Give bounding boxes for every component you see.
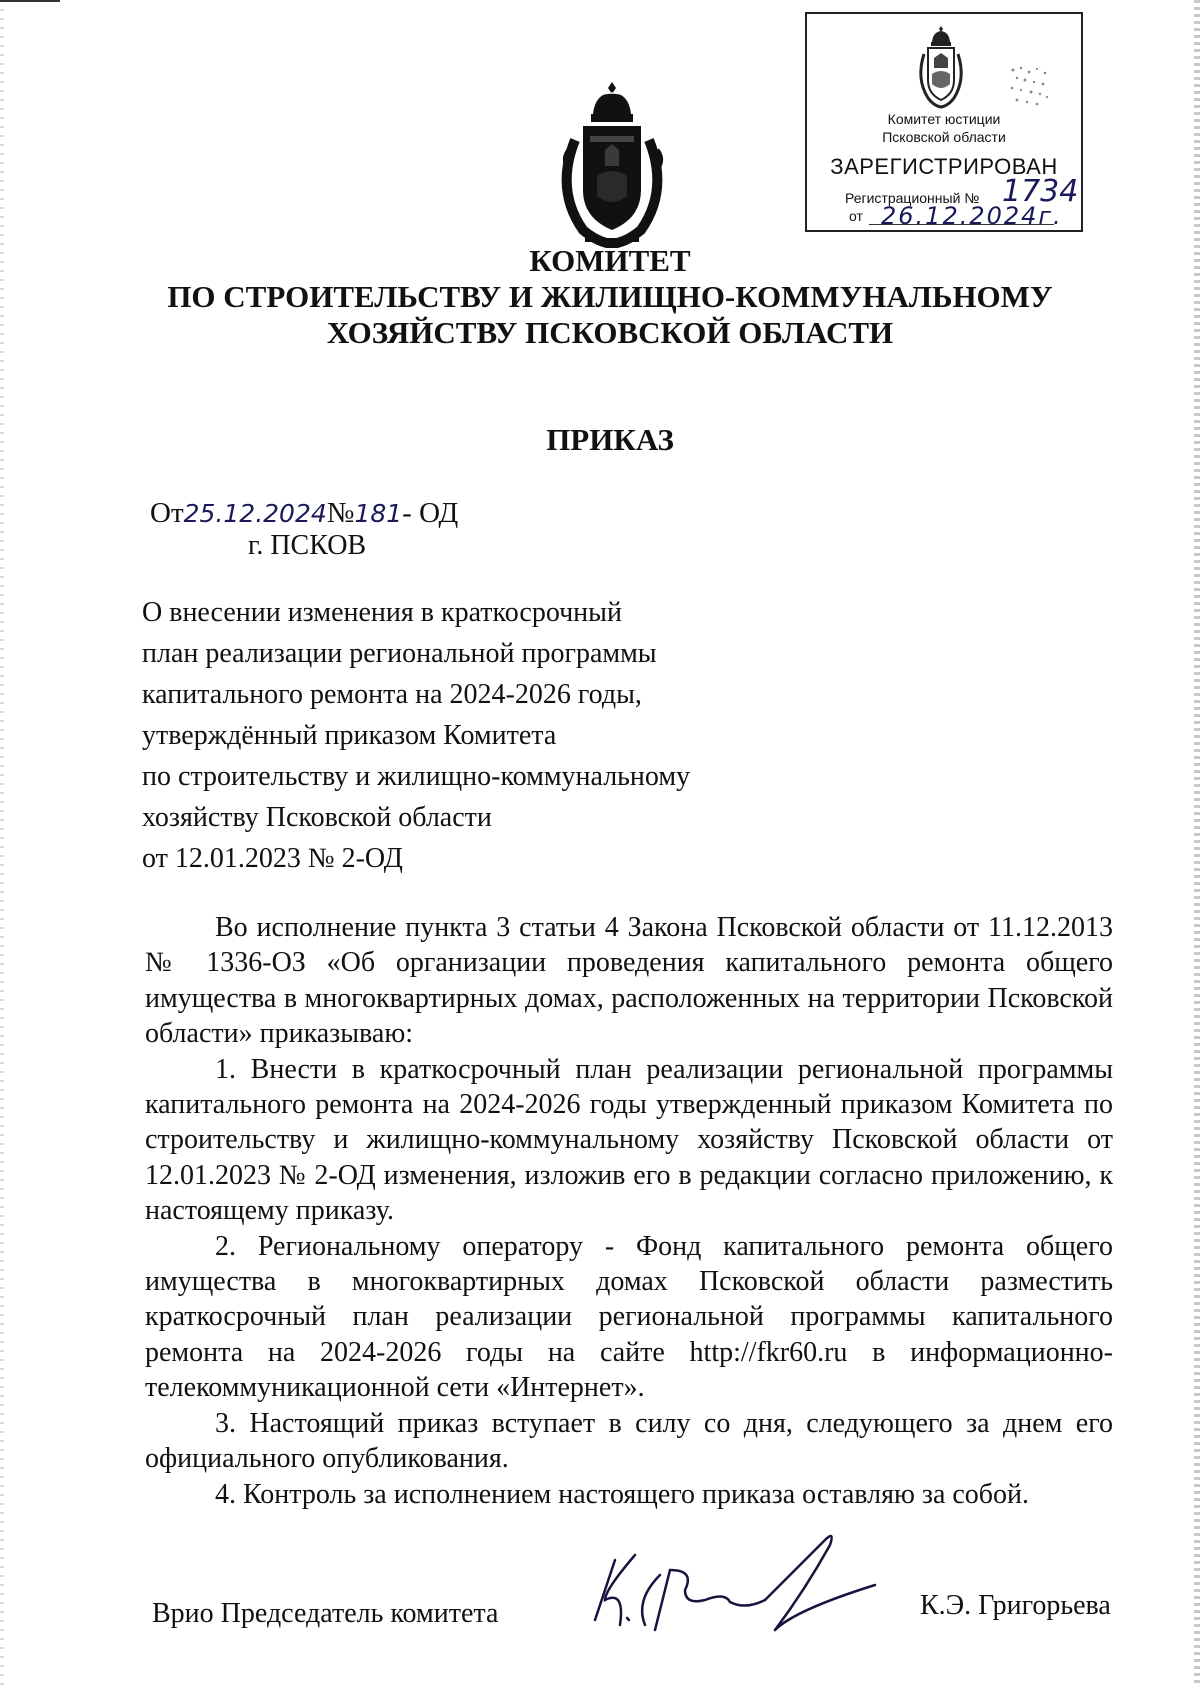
subject-line: от 12.01.2023 № 2-ОД — [142, 843, 403, 874]
subject-line: капитального ремонта на 2024-2026 годы, — [142, 679, 642, 710]
stamp-seal-dots — [1007, 64, 1052, 109]
order-date-number — [150, 497, 458, 530]
clause-4: 4. Контроль за исполнением настоящего приказа оставляю за собой. — [215, 1478, 1030, 1510]
document-type-title: ПРИКАЗ — [546, 422, 674, 457]
subject-line: план реализации региональной программы — [142, 638, 657, 669]
subject-line: О внесении изменения в краткосрочный — [142, 597, 622, 628]
preamble-paragraph: Во исполнение пункта 3 статьи 4 Закона Псковской области от 11.12.2013 № 1336-ОЗ «Об организации проведения капитального ремонта общего имущества в многоквартирных домах, расположенных на территории Псковской области» приказываю: — [145, 912, 1113, 1050]
stamp-reg-date: 26.12.2024г. — [881, 202, 1063, 230]
stamp-date-prefix: от — [849, 208, 863, 224]
order-subject — [142, 592, 742, 879]
registration-stamp — [805, 12, 1083, 232]
clause-3: 3. Настоящий приказ вступает в силу со дня, следующего за днем его официального опубликования. — [145, 1407, 1113, 1475]
order-number-label: № — [326, 497, 355, 529]
scan-edge-left — [0, 0, 4, 1686]
org-name-line3: ХОЗЯЙСТВУ ПСКОВСКОЙ ОБЛАСТИ — [326, 315, 894, 350]
order-number-handwritten: 181 — [354, 499, 403, 528]
subject-line: по строительству и жилищно-коммунальному — [142, 761, 691, 792]
stamp-org-line2: Псковской области — [882, 129, 1006, 145]
org-name-line2: ПО СТРОИТЕЛЬСТВУ И ЖИЛИЩНО-КОММУНАЛЬНОМУ — [167, 279, 1053, 314]
stamp-status: ЗАРЕГИСТРИРОВАН — [830, 154, 1058, 179]
clause-2: 2. Региональному оператору - Фонд капитального ремонта общего имущества в многоквартирных домах Псковской области разместить краткосрочный план реализации региональной программы капитального ремонта на 2024-2026 годы на сайте http://fkr60.ru в информационно-телекоммуникационной сети «Интернет». — [145, 1230, 1113, 1404]
order-date-prefix: От — [150, 497, 184, 529]
order-city: г. ПСКОВ — [248, 530, 367, 561]
order-body — [145, 910, 1113, 1512]
coat-of-arms-emblem — [545, 80, 680, 248]
subject-line: утверждённый приказом Комитета — [142, 720, 557, 751]
scan-edge-top — [0, 0, 60, 2]
stamp-org-line1: Комитет юстиции — [887, 111, 1001, 127]
order-number-suffix: - ОД — [402, 497, 459, 529]
org-name-line1: КОМИТЕТ — [529, 243, 691, 278]
signatory-position: Врио Председатель комитета — [152, 1598, 499, 1629]
clause-1: 1. Внести в краткосрочный план реализации региональной программы капитального ремонта на 2024-2026 годы утвержденный приказом Комитета по строительству и жилищно-коммунальному хозяйству Псковской области от 12.01.2023 № 2-ОД изменения, изложив его в редакции согласно приложению, к настоящему приказу. — [145, 1053, 1113, 1227]
stamp-reg-number: 1734 — [1002, 174, 1079, 209]
stamp-emblem-icon — [912, 24, 970, 112]
stamp-reg-label: Регистрационный № — [845, 190, 980, 206]
scan-edge-right — [1194, 0, 1200, 1686]
subject-line: хозяйству Псковской области — [142, 802, 492, 833]
order-date-handwritten: 25.12.2024 — [183, 499, 327, 528]
signatory-name: К.Э. Григорьева — [920, 1590, 1111, 1621]
handwritten-signature — [575, 1530, 905, 1650]
